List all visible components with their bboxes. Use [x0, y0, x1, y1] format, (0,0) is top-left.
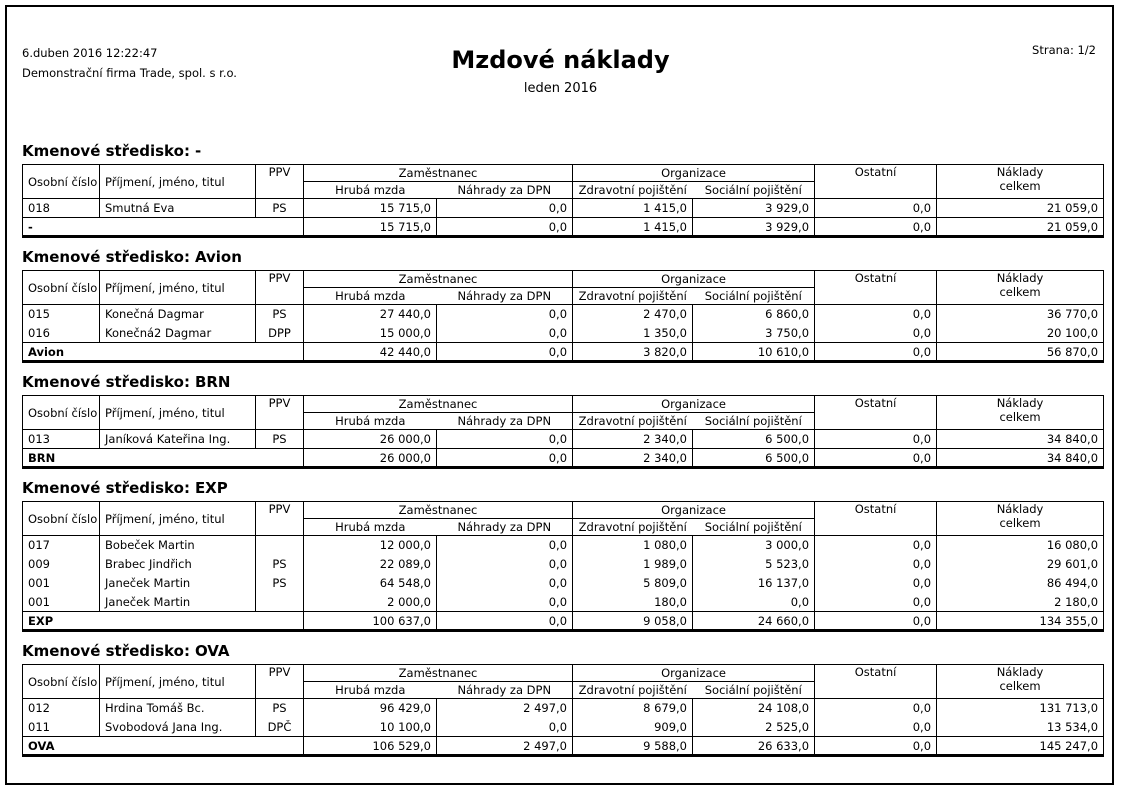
- cell-personal-number: 012: [23, 699, 100, 718]
- cell-total-other: 0,0: [815, 449, 937, 468]
- cell-personal-number: 009: [23, 555, 100, 574]
- cell-total-gross-wage: 42 440,0: [304, 343, 437, 362]
- cell-total-costs: 21 059,0: [1046, 201, 1099, 215]
- section-title-prefix: Kmenové středisko:: [22, 479, 190, 497]
- col-header-name: Příjmení, jméno, titul: [100, 665, 256, 699]
- cell-total-costs: 20 100,0: [1046, 325, 1099, 340]
- section-title-prefix: Kmenové středisko:: [22, 642, 190, 660]
- col-header-health-insurance: Zdravotní pojištění: [573, 413, 693, 430]
- cell-total-costs: 2 180,0: [1054, 594, 1099, 609]
- cell-total-costs: 145 247,0: [937, 737, 1104, 756]
- cell-employee-name: Konečná2 Dagmar: [100, 324, 256, 343]
- col-header-dpn-compensation: Náhrady za DPN: [437, 288, 573, 305]
- employee-row: [23, 536, 1104, 555]
- cell-other: 0,0: [815, 718, 937, 737]
- cell-total-costs: 134 355,0: [937, 612, 1104, 631]
- report-header: [22, 43, 1099, 142]
- section-cost-center-name: BRN: [194, 373, 231, 391]
- cost-center-total-row: [23, 218, 1104, 237]
- col-group-organization: Organizace: [573, 271, 815, 288]
- cell-health-insurance: 180,0: [573, 593, 693, 612]
- col-header-ppv: PPV: [256, 665, 304, 699]
- col-header-dpn-compensation: Náhrady za DPN: [437, 682, 573, 699]
- cost-center-section: [22, 248, 1099, 363]
- cell-employee-name: Smutná Eva: [100, 199, 256, 218]
- col-header-name: Příjmení, jméno, titul: [100, 502, 256, 536]
- cell-social-insurance: 2 525,0: [693, 718, 815, 737]
- section-title: [22, 142, 1099, 160]
- cell-total-dpn-compensation: 0,0: [437, 449, 573, 468]
- cell-gross-wage: 12 000,0: [304, 536, 437, 555]
- cell-total-other: 0,0: [815, 343, 937, 362]
- cell-other: 0,0: [815, 199, 937, 218]
- col-header-personal-number: Osobní číslo: [23, 165, 100, 199]
- cell-employee-name: Hrdina Tomáš Bc.: [100, 699, 256, 718]
- section-title: [22, 248, 1099, 266]
- col-header-other: Ostatní: [815, 271, 937, 305]
- payroll-table: [22, 395, 1104, 469]
- section-title-prefix: Kmenové středisko:: [22, 142, 190, 160]
- col-header-total-line1: Náklady: [996, 271, 1044, 285]
- cell-health-insurance: 1 415,0: [573, 199, 693, 218]
- cell-total-label: EXP: [23, 612, 304, 631]
- cell-other: 0,0: [815, 305, 937, 324]
- col-header-total-costs: [937, 271, 1104, 305]
- cell-gross-wage: 27 440,0: [304, 305, 437, 324]
- cell-total-costs: 21 059,0: [937, 218, 1104, 237]
- section-cost-center-name: Avion: [194, 248, 242, 266]
- col-header-total-line1: Náklady: [996, 165, 1044, 179]
- cell-ppv: PS: [256, 430, 304, 449]
- page-number: Strana: 1/2: [1032, 43, 1096, 57]
- cell-total-costs: 13 534,0: [1046, 719, 1099, 734]
- cell-other: 0,0: [815, 699, 937, 718]
- cost-center-section: [22, 373, 1099, 469]
- cell-ppv: PS: [256, 574, 304, 593]
- payroll-table: [22, 270, 1104, 363]
- cell-dpn-compensation: 0,0: [437, 199, 573, 218]
- payroll-table: [22, 664, 1104, 757]
- cell-health-insurance: 2 340,0: [573, 430, 693, 449]
- col-header-gross-wage: Hrubá mzda: [304, 682, 437, 699]
- col-header-social-insurance: Sociální pojištění: [693, 519, 815, 536]
- col-header-total-costs: [937, 502, 1104, 536]
- cell-total-dpn-compensation: 2 497,0: [437, 737, 573, 756]
- cell-dpn-compensation: 0,0: [437, 305, 573, 324]
- cost-center-section: [22, 642, 1099, 757]
- cell-total-label: -: [23, 218, 304, 237]
- cell-total-health-insurance: 9 588,0: [573, 737, 693, 756]
- cell-ppv: PS: [256, 305, 304, 324]
- col-header-total-line2: celkem: [999, 410, 1041, 424]
- col-header-total-costs: [937, 396, 1104, 430]
- cell-employee-name: Svobodová Jana Ing.: [100, 718, 256, 737]
- cell-gross-wage: 26 000,0: [304, 430, 437, 449]
- cost-center-total-row: [23, 343, 1104, 362]
- col-header-other: Ostatní: [815, 396, 937, 430]
- cell-dpn-compensation: 0,0: [437, 718, 573, 737]
- cell-personal-number: 015: [23, 305, 100, 324]
- cost-center-section: [22, 142, 1099, 238]
- cell-total-social-insurance: 10 610,0: [693, 343, 815, 362]
- employee-row: [23, 555, 1104, 574]
- cell-gross-wage: 10 100,0: [304, 718, 437, 737]
- cell-total-gross-wage: 26 000,0: [304, 449, 437, 468]
- col-header-total-costs: [937, 665, 1104, 699]
- report-datetime: 6.duben 2016 12:22:47: [22, 46, 158, 60]
- cell-gross-wage: 15 715,0: [304, 199, 437, 218]
- cell-dpn-compensation: 2 497,0: [437, 699, 573, 718]
- employee-row: [23, 324, 1104, 343]
- cell-other: 0,0: [815, 430, 937, 449]
- report-period: leden 2016: [523, 81, 598, 96]
- section-title: [22, 642, 1099, 660]
- cell-other: 0,0: [815, 324, 937, 343]
- col-header-gross-wage: Hrubá mzda: [304, 519, 437, 536]
- col-group-organization: Organizace: [573, 665, 815, 682]
- col-header-dpn-compensation: Náhrady za DPN: [437, 413, 573, 430]
- cell-total-health-insurance: 3 820,0: [573, 343, 693, 362]
- col-header-gross-wage: Hrubá mzda: [304, 182, 437, 199]
- employee-row: [23, 699, 1104, 718]
- cell-personal-number: 016: [23, 324, 100, 343]
- employee-row: [23, 199, 1104, 218]
- col-header-personal-number: Osobní číslo: [23, 502, 100, 536]
- col-group-employee: Zaměstnanec: [304, 665, 573, 682]
- col-group-organization: Organizace: [573, 502, 815, 519]
- cell-total-gross-wage: 15 715,0: [304, 218, 437, 237]
- cell-total-social-insurance: 24 660,0: [693, 612, 815, 631]
- col-header-total-line1: Náklady: [996, 502, 1044, 516]
- col-group-employee: Zaměstnanec: [304, 502, 573, 519]
- cell-social-insurance: 3 929,0: [693, 199, 815, 218]
- section-cost-center-name: EXP: [194, 479, 228, 497]
- cell-employee-name: Janeček Martin: [100, 574, 256, 593]
- col-header-ppv: PPV: [256, 271, 304, 305]
- col-header-name: Příjmení, jméno, titul: [100, 396, 256, 430]
- cell-social-insurance: 5 523,0: [693, 555, 815, 574]
- cell-personal-number: 001: [23, 593, 100, 612]
- col-header-total-line1: Náklady: [996, 665, 1044, 679]
- col-header-name: Příjmení, jméno, titul: [100, 165, 256, 199]
- col-header-dpn-compensation: Náhrady za DPN: [437, 182, 573, 199]
- payroll-table: [22, 164, 1104, 238]
- cell-dpn-compensation: 0,0: [437, 574, 573, 593]
- cell-total-costs: 29 601,0: [1046, 557, 1099, 571]
- employee-row: [23, 718, 1104, 737]
- cell-ppv: DPČ: [256, 718, 304, 737]
- report-page: [5, 5, 1114, 785]
- cell-total-social-insurance: 6 500,0: [693, 449, 815, 468]
- col-group-employee: Zaměstnanec: [304, 165, 573, 182]
- cell-gross-wage: 64 548,0: [304, 574, 437, 593]
- cell-social-insurance: 16 137,0: [693, 574, 815, 593]
- company-name: Demonstrační firma Trade, spol. s r.o.: [22, 66, 237, 80]
- col-group-employee: Zaměstnanec: [304, 396, 573, 413]
- section-cost-center-name: -: [194, 142, 202, 160]
- cell-health-insurance: 5 809,0: [573, 574, 693, 593]
- section-title: [22, 479, 1099, 497]
- col-header-total-line2: celkem: [999, 679, 1041, 693]
- employee-row: [23, 574, 1104, 593]
- cell-total-costs: 86 494,0: [1046, 576, 1099, 590]
- cell-dpn-compensation: 0,0: [437, 324, 573, 343]
- cell-total-costs: 56 870,0: [937, 343, 1104, 362]
- cell-total-costs: 36 770,0: [1046, 307, 1099, 322]
- cell-ppv: [256, 536, 304, 555]
- cell-personal-number: 001: [23, 574, 100, 593]
- col-header-dpn-compensation: Náhrady za DPN: [437, 519, 573, 536]
- cost-center-section: [22, 479, 1099, 632]
- employee-row: [23, 305, 1104, 324]
- cell-employee-name: Brabec Jindřich: [100, 555, 256, 574]
- col-header-social-insurance: Sociální pojištění: [693, 413, 815, 430]
- cell-total-other: 0,0: [815, 737, 937, 756]
- cell-social-insurance: 3 750,0: [693, 324, 815, 343]
- col-group-employee: Zaměstnanec: [304, 271, 573, 288]
- col-header-total-line2: celkem: [999, 179, 1041, 193]
- cell-total-health-insurance: 1 415,0: [573, 218, 693, 237]
- col-header-total-line2: celkem: [999, 516, 1041, 530]
- cell-other: 0,0: [815, 555, 937, 574]
- col-header-personal-number: Osobní číslo: [23, 396, 100, 430]
- cell-other: 0,0: [815, 574, 937, 593]
- cell-total-gross-wage: 106 529,0: [304, 737, 437, 756]
- cell-personal-number: 013: [23, 430, 100, 449]
- cell-total-dpn-compensation: 0,0: [437, 612, 573, 631]
- cell-total-other: 0,0: [815, 612, 937, 631]
- payroll-table: [22, 501, 1104, 632]
- cell-ppv: PS: [256, 199, 304, 218]
- cell-ppv: DPP: [256, 324, 304, 343]
- section-title-prefix: Kmenové středisko:: [22, 373, 190, 391]
- cost-center-total-row: [23, 612, 1104, 631]
- cell-social-insurance: 3 000,0: [693, 536, 815, 555]
- employee-row: [23, 593, 1104, 612]
- cell-other: 0,0: [815, 536, 937, 555]
- cell-health-insurance: 909,0: [573, 718, 693, 737]
- sections-container: [22, 142, 1099, 757]
- cell-employee-name: Bobeček Martin: [100, 536, 256, 555]
- col-header-gross-wage: Hrubá mzda: [304, 413, 437, 430]
- cell-health-insurance: 1 350,0: [573, 324, 693, 343]
- cell-employee-name: Konečná Dagmar: [100, 305, 256, 324]
- section-title: [22, 373, 1099, 391]
- col-header-gross-wage: Hrubá mzda: [304, 288, 437, 305]
- cell-other: 0,0: [815, 593, 937, 612]
- cell-social-insurance: 0,0: [693, 593, 815, 612]
- cell-gross-wage: 2 000,0: [304, 593, 437, 612]
- cell-personal-number: 011: [23, 718, 100, 737]
- cell-total-gross-wage: 100 637,0: [304, 612, 437, 631]
- cell-total-other: 0,0: [815, 218, 937, 237]
- col-group-organization: Organizace: [573, 396, 815, 413]
- cell-total-dpn-compensation: 0,0: [437, 343, 573, 362]
- cell-total-costs: 34 840,0: [937, 449, 1104, 468]
- cell-total-social-insurance: 26 633,0: [693, 737, 815, 756]
- col-header-personal-number: Osobní číslo: [23, 665, 100, 699]
- cell-personal-number: 017: [23, 536, 100, 555]
- cell-total-social-insurance: 3 929,0: [693, 218, 815, 237]
- cell-total-costs: 131 713,0: [1039, 701, 1099, 716]
- cell-dpn-compensation: 0,0: [437, 430, 573, 449]
- col-header-health-insurance: Zdravotní pojištění: [573, 182, 693, 199]
- section-cost-center-name: OVA: [194, 642, 230, 660]
- cell-ppv: [256, 593, 304, 612]
- cell-dpn-compensation: 0,0: [437, 593, 573, 612]
- cell-total-costs: 34 840,0: [1046, 432, 1099, 446]
- cell-employee-name: Janeček Martin: [100, 593, 256, 612]
- cell-health-insurance: 1 989,0: [573, 555, 693, 574]
- col-header-total-costs: [937, 165, 1104, 199]
- col-header-name: Příjmení, jméno, titul: [100, 271, 256, 305]
- col-header-other: Ostatní: [815, 165, 937, 199]
- col-header-ppv: PPV: [256, 165, 304, 199]
- cell-employee-name: Janíková Kateřina Ing.: [100, 430, 256, 449]
- col-header-personal-number: Osobní číslo: [23, 271, 100, 305]
- employee-row: [23, 430, 1104, 449]
- col-header-total-line1: Náklady: [996, 396, 1044, 410]
- cell-total-dpn-compensation: 0,0: [437, 218, 573, 237]
- col-header-health-insurance: Zdravotní pojištění: [573, 288, 693, 305]
- col-header-ppv: PPV: [256, 396, 304, 430]
- cell-total-label: OVA: [23, 737, 304, 756]
- col-header-health-insurance: Zdravotní pojištění: [573, 682, 693, 699]
- cell-social-insurance: 24 108,0: [693, 699, 815, 718]
- col-group-organization: Organizace: [573, 165, 815, 182]
- cell-total-health-insurance: 9 058,0: [573, 612, 693, 631]
- cell-dpn-compensation: 0,0: [437, 555, 573, 574]
- cell-health-insurance: 2 470,0: [573, 305, 693, 324]
- cell-gross-wage: 96 429,0: [304, 699, 437, 718]
- col-header-social-insurance: Sociální pojištění: [693, 288, 815, 305]
- cell-total-label: BRN: [23, 449, 304, 468]
- report-title: Mzdové náklady: [451, 46, 670, 74]
- cell-ppv: PS: [256, 699, 304, 718]
- cost-center-total-row: [23, 449, 1104, 468]
- cell-dpn-compensation: 0,0: [437, 536, 573, 555]
- cell-total-health-insurance: 2 340,0: [573, 449, 693, 468]
- col-header-social-insurance: Sociální pojištění: [693, 682, 815, 699]
- cell-social-insurance: 6 860,0: [693, 305, 815, 324]
- col-header-total-line2: celkem: [999, 285, 1041, 299]
- cell-total-costs: 16 080,0: [1046, 538, 1099, 553]
- cell-health-insurance: 8 679,0: [573, 699, 693, 718]
- col-header-other: Ostatní: [815, 665, 937, 699]
- cell-gross-wage: 15 000,0: [304, 324, 437, 343]
- col-header-social-insurance: Sociální pojištění: [693, 182, 815, 199]
- cell-ppv: PS: [256, 555, 304, 574]
- cell-gross-wage: 22 089,0: [304, 555, 437, 574]
- section-title-prefix: Kmenové středisko:: [22, 248, 190, 266]
- cell-total-label: Avion: [23, 343, 304, 362]
- col-header-ppv: PPV: [256, 502, 304, 536]
- col-header-health-insurance: Zdravotní pojištění: [573, 519, 693, 536]
- cell-social-insurance: 6 500,0: [693, 430, 815, 449]
- cost-center-total-row: [23, 737, 1104, 756]
- cell-health-insurance: 1 080,0: [573, 536, 693, 555]
- col-header-other: Ostatní: [815, 502, 937, 536]
- cell-personal-number: 018: [23, 199, 100, 218]
